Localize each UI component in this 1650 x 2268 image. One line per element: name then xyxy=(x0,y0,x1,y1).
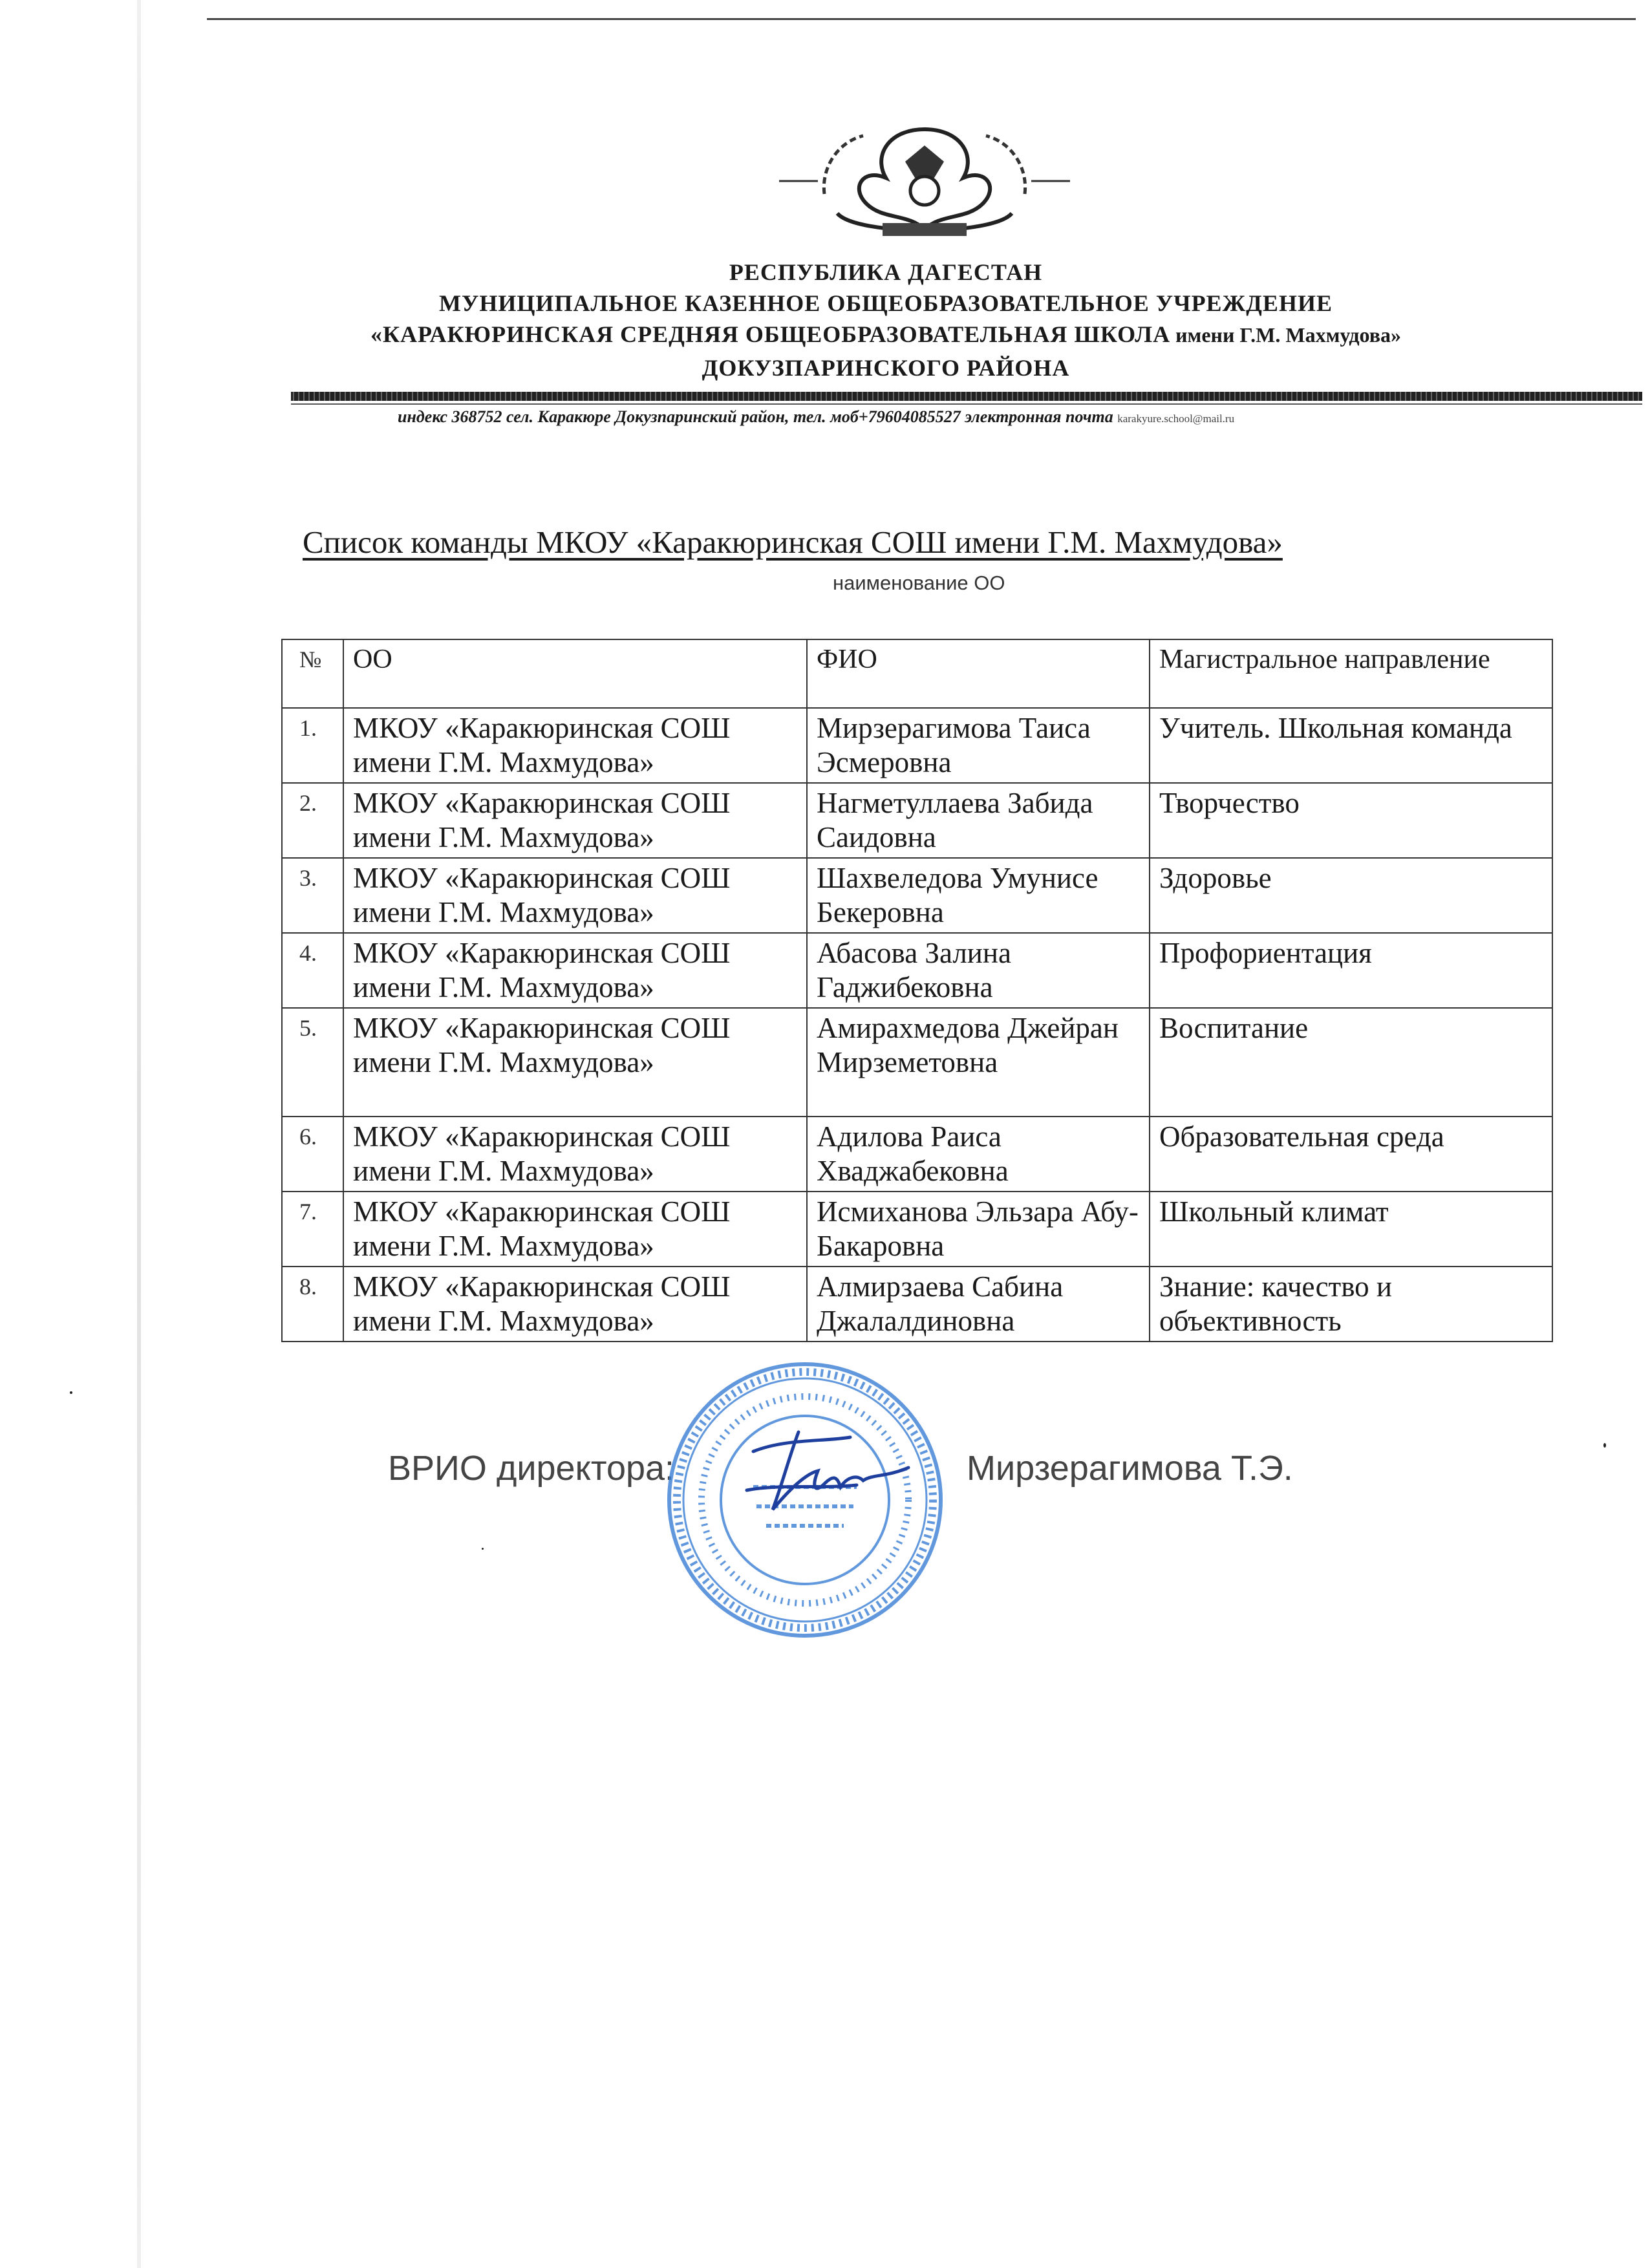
header-school-name-suffix: имени Г.М. Махмудова» xyxy=(1170,323,1402,347)
document-subtitle: наименование ОО xyxy=(833,572,1005,594)
row-name: Адилова Раиса Хваджабековна xyxy=(807,1117,1150,1192)
table-row xyxy=(282,1117,1552,1192)
row-number: 6. xyxy=(282,1117,343,1192)
row-org: МКОУ «Каракюринская СОШ имени Г.М. Махмудова» xyxy=(343,783,807,858)
column-header-direction: Магистральное направление xyxy=(1150,639,1552,708)
row-org: МКОУ «Каракюринская СОШ имени Г.М. Махмудова» xyxy=(343,1008,807,1117)
team-table xyxy=(281,639,1553,1342)
row-org: МКОУ «Каракюринская СОШ имени Г.М. Махмудова» xyxy=(343,1192,807,1267)
table-row xyxy=(282,1267,1552,1342)
row-direction: Профориентация xyxy=(1150,933,1552,1008)
row-number: 2. xyxy=(282,783,343,858)
row-number: 5. xyxy=(282,1008,343,1117)
row-number: 8. xyxy=(282,1267,343,1342)
row-name: Алмирзаева Сабина Джалалдиновна xyxy=(807,1267,1150,1342)
row-org: МКОУ «Каракюринская СОШ имени Г.М. Махмудова» xyxy=(343,933,807,1008)
row-name: Шахвеледова Умунисе Бекеровна xyxy=(807,858,1150,933)
header-school-name xyxy=(246,321,1526,348)
row-org: МКОУ «Каракюринская СОШ имени Г.М. Махмудова» xyxy=(343,708,807,783)
signature-label: ВРИО директора: xyxy=(388,1449,675,1488)
row-name: Мирзерагимова Таиса Эсмеровна xyxy=(807,708,1150,783)
row-number: 1. xyxy=(282,708,343,783)
email-text: karakyure.school@mail.ru xyxy=(1117,412,1235,425)
scan-speck xyxy=(482,1548,484,1550)
row-direction: Творчество xyxy=(1150,783,1552,858)
column-header-number: № xyxy=(282,639,343,708)
row-name: Исмиханова Эльзара Абу-Бакаровна xyxy=(807,1192,1150,1267)
table-row xyxy=(282,783,1552,858)
header-district: ДОКУЗПАРИНСКОГО РАЙОНА xyxy=(702,355,1070,381)
document-title: Список команды МКОУ «Каракюринская СОШ имени Г.М. Махмудова» xyxy=(303,524,1283,560)
row-direction: Воспитание xyxy=(1150,1008,1552,1117)
row-direction: Учитель. Школьная команда xyxy=(1150,708,1552,783)
signatory-name: Мирзерагимова Т.Э. xyxy=(967,1449,1293,1488)
row-direction: Знание: качество и объективность xyxy=(1150,1267,1552,1342)
column-header-org: ОО xyxy=(343,639,807,708)
table-row xyxy=(282,933,1552,1008)
column-header-name: ФИО xyxy=(807,639,1150,708)
header-divider xyxy=(291,392,1642,401)
dagestan-coat-of-arms-icon xyxy=(760,116,1089,252)
table-row xyxy=(282,708,1552,783)
scan-speck xyxy=(70,1391,72,1394)
row-org: МКОУ «Каракюринская СОШ имени Г.М. Махмудова» xyxy=(343,1117,807,1192)
row-number: 3. xyxy=(282,858,343,933)
header-republic: РЕСПУБЛИКА ДАГЕСТАН xyxy=(729,259,1043,285)
scan-speck xyxy=(1603,1443,1606,1448)
row-org: МКОУ «Каракюринская СОШ имени Г.М. Махмудова» xyxy=(343,858,807,933)
row-direction: Образовательная среда xyxy=(1150,1117,1552,1192)
address-text: индекс 368752 сел. Каракюре Докузпаринский район, тел. моб+79604085527 электронная почта xyxy=(398,407,1118,426)
row-name: Абасова Залина Гаджибековна xyxy=(807,933,1150,1008)
row-direction: Здоровье xyxy=(1150,858,1552,933)
address-line xyxy=(398,407,1234,427)
row-name: Нагметуллаева Забида Саидовна xyxy=(807,783,1150,858)
table-row xyxy=(282,1008,1552,1117)
table-header-row xyxy=(282,639,1552,708)
scan-top-line xyxy=(207,18,1636,20)
row-number: 7. xyxy=(282,1192,343,1267)
row-name: Амирахмедова Джейран Мирземетовна xyxy=(807,1008,1150,1117)
header-school-name-main: «КАРАКЮРИНСКАЯ СРЕДНЯЯ ОБЩЕОБРАЗОВАТЕЛЬНАЯ ШКОЛА xyxy=(370,321,1171,347)
table-row xyxy=(282,858,1552,933)
row-direction: Школьный климат xyxy=(1150,1192,1552,1267)
row-org: МКОУ «Каракюринская СОШ имени Г.М. Махмудова» xyxy=(343,1267,807,1342)
header-institution-type: МУНИЦИПАЛЬНОЕ КАЗЕННОЕ ОБЩЕОБРАЗОВАТЕЛЬНОЕ УЧРЕЖДЕНИЕ xyxy=(439,290,1333,316)
table-row xyxy=(282,1192,1552,1267)
row-number: 4. xyxy=(282,933,343,1008)
scan-edge-shadow xyxy=(137,0,141,2268)
header-divider-thin xyxy=(291,403,1642,405)
handwritten-signature-icon xyxy=(727,1413,921,1529)
